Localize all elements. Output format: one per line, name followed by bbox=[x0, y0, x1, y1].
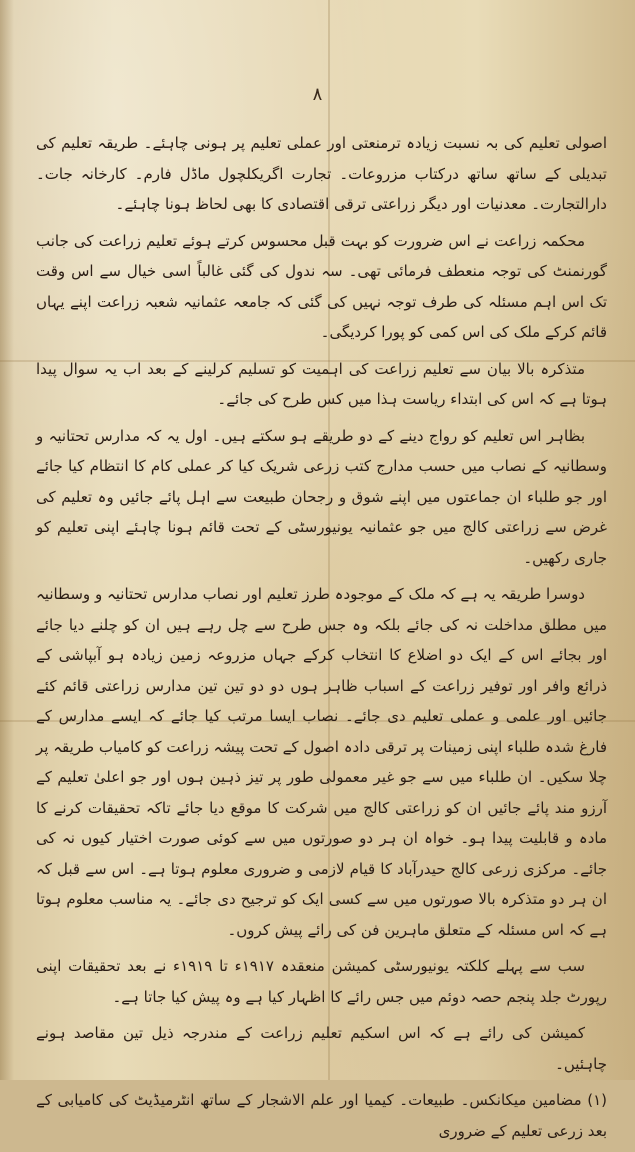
page-edge-shadow bbox=[0, 0, 14, 1080]
paragraph-8: (۱) مضامین میکانکس۔ طبیعات۔ کیمیا اور علم الاشجار کے ساتھ انٹرمیڈیٹ کی کامیابی کے بعد زرعی تعلیم کے ضروری bbox=[36, 1091, 607, 1140]
paragraph-1: اصولی تعلیم کی بہ نسبت زیادہ ترمنعتی اور عملی تعلیم پر ہونی چاہئے۔ طریقہ تعلیم کی تبدیلی کے ساتھ ساتھ درکتاب مزروعات۔ تجارت اگریکلچول ماڈل فارم۔ کارخانہ جات۔ دارالتجارت۔ معدنیات اور دیگر زراعتی ترقی اقتصادی کا بھی لحاظ ہونا چاہئے۔ bbox=[36, 134, 607, 213]
paragraph-7: کمیشن کی رائے ہے کہ اس اسکیم تعلیم زراعت کے مندرجہ ذیل تین مقاصد ہونے چاہئیں۔ bbox=[36, 1024, 607, 1073]
paragraph-6: سب سے پہلے کلکتہ یونیورسٹی کمیشن منعقدہ ۱۹۱۷ء تا ۱۹۱۹ء نے بعد تحقیقات اپنی رپورٹ جلد پنجم حصہ دوئم میں جس رائے کا اظہار کیا ہے وہ پیش کیا جاتا ہے۔ bbox=[36, 957, 607, 1006]
handwritten-urdu-text bbox=[36, 128, 607, 1152]
paragraph-4: بظاہر اس تعلیم کو رواج دینے کے دو طریقے ہو سکتے ہیں۔ اول یہ کہ مدارس تحتانیہ و وسطانیہ کے نصاب میں حسب مدارج کتب زرعی شریک کیا کر عملی کام کا انتظام کیا جائے اور جو طلباء ان جماعتوں میں اپنے شوق و رجحان طبیعت سے اہل پائے جائیں وہ تعلیم کی غرض سے زراعتی کالج میں جو عثمانیہ یونیورسٹی کے تحت قائم ہونا چاہئے اپنی تعلیم کو جاری رکھیں۔ bbox=[36, 426, 607, 567]
paragraph-2: محکمہ زراعت نے اس ضرورت کو بہت قبل محسوس کرتے ہوئے تعلیم زراعت کی جانب گورنمنٹ کی توجہ منعطف فرمائی تھی۔ سہ ندول کی گئی غالباً اسی خیال سے اس وقت تک اس اہم مسئلہ کی طرف توجہ نہیں کی گئی کہ جامعہ عثمانیہ شعبہ زراعت اپنے یہاں قائم کرکے ملک کی اس کمی کو پورا کردیگی۔ bbox=[36, 231, 607, 341]
paragraph-3: متذکرہ بالا بیان سے تعلیم زراعت کی اہمیت کو تسلیم کرلینے کے بعد اب یہ سوال پیدا ہوتا ہے کہ اس کی ابتداء ریاست ہذا میں کس طرح کی جائے۔ bbox=[36, 359, 607, 408]
paragraph-5: دوسرا طریقہ یہ ہے کہ ملک کے موجودہ طرز تعلیم اور نصاب مدارس تحتانیہ و وسطانیہ میں مطلق مداخلت نہ کی جائے بلکہ وہ جس طرح سے چل رہے ہیں ان کو چلنے دیا جائے اور بجائے اس کے ایک دو اضلاع کا انتخاب کرکے جہاں مزروعہ زمین زیادہ ہو آبپاشی کے ذرائع وافر اور توفیر زراعت کے اسباب ظاہر ہوں دو دو تین تین مدارس زراعتی قائم کئے جائیں اور علمی و عملی تعلیم دی جائے۔ نصاب ایسا مرتب کیا جائے کہ ایسے مدارس کے فارغ شدہ طلباء اپنی زمینات پر ترقی دادہ اصول کے تحت پیشہ زراعت کو کامیاب طریقہ پر چلا سکیں۔ ان طلباء میں سے جو غیر معمولی طور پر تیز ذہین ہوں اور جو اعلیٰ تعلیم کے آرزو مند پائے جائیں ان کو زراعتی کالج میں شرکت کا موقع دیا جائے تاکہ تحقیقات کرنے کا مادہ و قابلیت پیدا ہو۔ خواہ ان ہر دو صورتوں میں سے کوئی صورت اختیار کیوں نہ کی جائے۔ مرکزی زرعی کالج حیدرآباد کا قیام لازمی و ضروری معلوم ہوتا ہے۔ اس سے قبل کہ ان ہر دو متذکرہ بالا صورتوں میں سے کسی ایک کو ترجیح دی جائے۔ یہ مناسب معلوم ہوتا ہے کہ اس مسئلہ کے متعلق ماہرین فن کی رائے پیش کروں۔ bbox=[36, 585, 607, 939]
page-number: ۸ bbox=[312, 84, 323, 105]
